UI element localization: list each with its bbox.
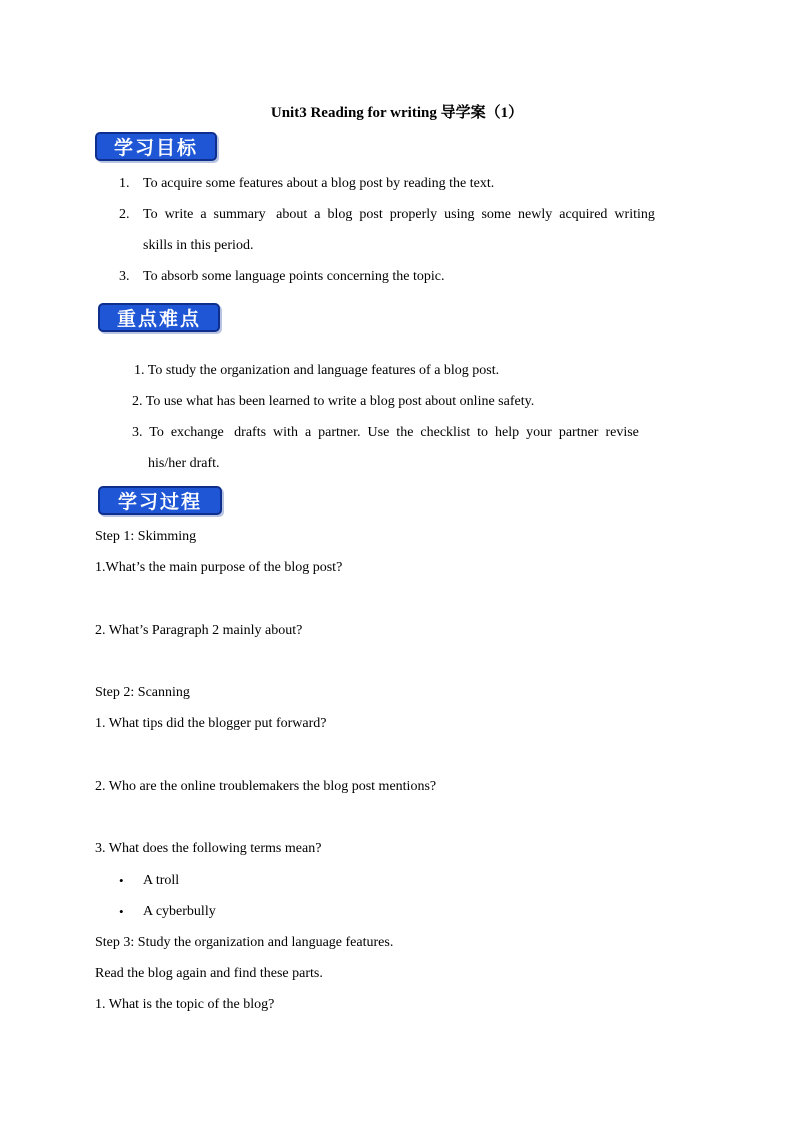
key-point-2: 2. To use what has been learned to write a blog post about online safety. [132,394,535,409]
objective-text-2-line2: skills in this period. [143,238,254,253]
objective-text-2-line1: To write a summary about a blog post properly using some newly acquired writing [143,207,655,222]
section-badge-process: 学习过程 [98,486,222,515]
objective-number-2: 2. [119,207,130,222]
objective-number-3: 3. [119,269,130,284]
step-1-heading: Step 1: Skimming [95,529,197,544]
step-1-question-1: 1.What’s the main purpose of the blog post? [95,560,343,575]
step-2-heading: Step 2: Scanning [95,685,190,700]
step-2-question-1: 1. What tips did the blogger put forward? [95,716,327,731]
step-3-heading: Step 3: Study the organization and language features. [95,935,394,950]
term-cyberbully: A cyberbully [143,904,216,919]
step-2-question-3: 3. What does the following terms mean? [95,841,322,856]
term-troll: A troll [143,873,180,888]
section-badge-key-points: 重点难点 [98,303,220,332]
step-2-question-2: 2. Who are the online troublemakers the blog post mentions? [95,779,437,794]
bullet-icon: • [119,904,124,919]
bullet-icon: • [119,873,124,888]
step-3-question-1: 1. What is the topic of the blog? [95,997,275,1012]
objective-number-1: 1. [119,176,130,191]
section-badge-objectives: 学习目标 [95,132,217,161]
key-point-1: 1. To study the organization and language features of a blog post. [134,363,500,378]
key-point-3-line1: 3. To exchange drafts with a partner. Use the checklist to help your partner revise [132,425,639,440]
step-1-question-2: 2. What’s Paragraph 2 mainly about? [95,623,303,638]
objective-text-3: To absorb some language points concerning the topic. [143,269,445,284]
step-3-intro: Read the blog again and find these parts. [95,966,323,981]
key-point-3-line2: his/her draft. [148,456,220,471]
page-title: Unit3 Reading for writing 导学案（1） [270,105,524,121]
objective-text-1: To acquire some features about a blog post by reading the text. [143,176,495,191]
